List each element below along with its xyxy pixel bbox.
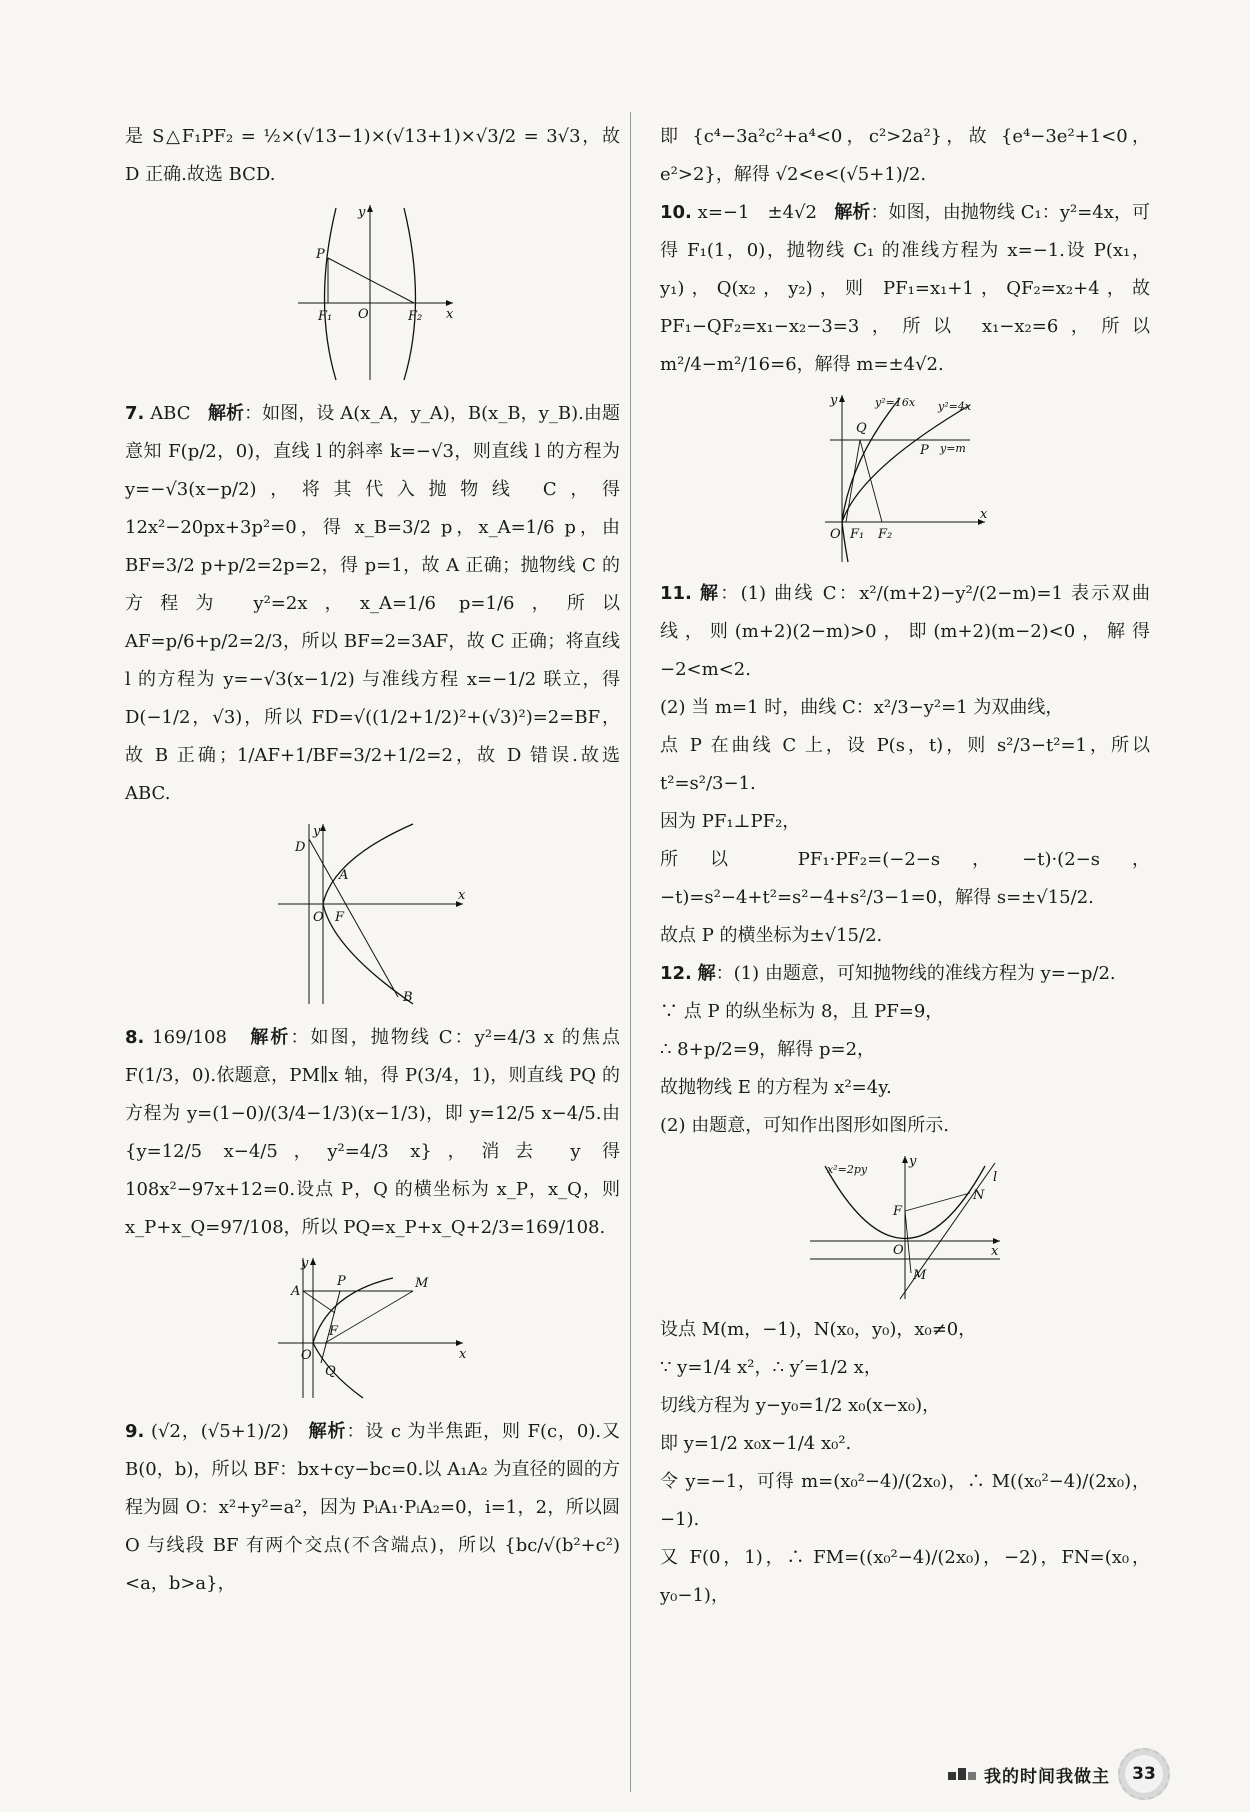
q7-number: 7. [125,403,145,424]
fig4-y-label: y [830,393,838,408]
question-12 [660,955,1150,993]
fig4-f1-label: F₁ [850,527,865,542]
q12-part1: ：(1) 由题意，可知抛物线的准线方程为 y=−p/2. [715,963,1116,984]
fig3-x-label: x [458,1347,466,1362]
q9-continued: 即 {c⁴−3a²c²+a⁴<0，c²>2a²}，故 {e⁴−3e²+1<0，e²>2}，解得 √2<e<(√5+1)/2. [660,126,1150,185]
figure-parabola-q12 [805,1151,1005,1301]
q11-keyword: 解 [699,583,721,604]
q12-keyword: 解 [697,963,716,984]
q10-keyword: 解析 [834,202,871,223]
fig1-x-label: x [445,307,453,322]
q8-text: ：如图，抛物线 C：y²=4/3 x 的焦点 F(1/3，0).依题意，PM∥x 轴，得 P(3/4，1)，则直线 PQ 的方程为 y=(1−0)/(3/4−1/3)(x−1/3)，即 y=12/5 x−4/5.由 {y=12/5 x−4/5，y²=4/3 x}，消去 y 得 108x²−97x+12=0.设点 P，Q 的横坐标为 x_P，x_Q，则 x_P+x_Q=97/108，所以 PQ=x_P+x_Q+2/3=169/108. [125,1027,620,1238]
q11-line2: (2) 当 m=1 时，曲线 C：x²/3−y²=1 为双曲线， [660,697,1064,718]
fig3-o-label: O [300,1348,312,1363]
figure-parabola-q8 [273,1253,473,1403]
fig5-eq-label: x²=2py [827,1163,868,1176]
q7-answer: ABC [150,403,191,424]
q12-line2: ∵ 点 P 的纵坐标为 8，且 PF=9， [660,1001,944,1022]
q7-text: ：如图，设 A(x_A，y_A)，B(x_B，y_B).由题意知 F(p/2，0)，直线 l 的斜率 k=−√3，则直线 l 的方程为 y=−√3(x−p/2)，将其代入抛物线 C，得 12x²−20px+3p²=0，得 x_B=3/2 p，x_A=1/6 p，由 BF=3/2 p+p/2=2p=2，得 p=1，故 A 正确；抛物线 C 的方程为 y²=2x，x_A=1/6 p=1/6，所以 AF=p/6+p/2=2/3，所以 BF=2=3AF，故 C 正确；将直线 l 的方程为 y=−√3(x−1/2) 与准线方程 x=−1/2 联立，得 D(−1/2，√3)，所以 FD=√((1/2+1/2)²+(√3)²)=2=BF，故 B 正确；1/AF+1/BF=3/2+1/2=2，故 D 错误.故选 ABC. [125,403,621,804]
fig2-d-label: D [294,840,305,855]
q9-answer: (√2，(√5+1)/2) [151,1421,289,1442]
q12-line3: ∴ 8+p/2=9，解得 p=2， [660,1039,876,1060]
figure-two-parabolas [820,390,990,565]
fig4-p-label: P [920,443,929,458]
page-footer [948,1748,1170,1800]
q12-line4: 故抛物线 E 的方程为 x²=4y. [660,1077,892,1098]
fig2-y-label: y [312,824,320,839]
fig1-f2-label: F₂ [407,309,422,324]
q11-line4: 因为 PF₁⊥PF₂， [660,811,801,832]
fig4-eq1-label: y²=16x [875,396,916,409]
q11-line6: 故点 P 的横坐标为±√15/2. [660,925,883,946]
right-column [660,118,1150,1615]
q10-text: ：如图，由抛物线 C₁：y²=4x，可得 F₁(1，0)，抛物线 C₁ 的准线方程为 x=−1.设 P(x₁，y₁)，Q(x₂，y₂)，则 PF₁=x₁+1，QF₂=x₂+4，故 PF₁−QF₂=x₁−x₂−3=3，所以 x₁−x₂=6，所以 m²/4−m²/16=6，解得 m=±4√2. [660,202,1150,375]
fig2-f-label: F [334,910,344,925]
fig3-a-label: A [290,1284,300,1299]
fig3-p-label: P [336,1274,346,1289]
fig5-l-label: l [993,1170,998,1185]
intro-paragraph: 是 S△F₁PF₂ = ½×(√13−1)×(√13+1)×√3/2 = 3√3，故 D 正确.故选 BCD. [125,126,620,185]
left-column [125,118,620,1603]
q9-text: ：设 c 为半焦距，则 F(c，0).又 B(0，b)，所以 BF：bx+cy−bc=0.以 A₁A₂ 为直径的圆的方程为圆 O：x²+y²=a²，因为 PᵢA₁·PᵢA₂=0，i=1，2，所以圆 O 与线段 BF 有两个交点(不含端点)，所以 {bc/√(b²+c²)<a，b>a}， [125,1421,621,1594]
q12-number: 12. [660,963,692,984]
fig3-y-label: y [300,1256,308,1271]
fig5-y-label: y [909,1154,917,1169]
q12-line10: 令 y=−1，可得 m=(x₀²−4)/(2x₀)，∴ M((x₀²−4)/(2x₀)，−1). [660,1471,1150,1530]
figure-hyperbola [288,200,458,385]
q9-number: 9. [125,1421,145,1442]
q10-number: 10. [660,202,692,223]
fig5-m-label: M [913,1268,927,1283]
fig3-f-label: F [328,1324,338,1339]
fig1-p-label: P [315,247,325,262]
q8-answer: 169/108 [152,1027,227,1048]
figure-parabola-q7 [273,819,473,1009]
q7-keyword: 解析 [207,403,245,424]
q11-part1: ：(1) 曲线 C：x²/(m+2)−y²/(2−m)=1 表示双曲线，则(m+2)(2−m)>0，即(m+2)(m−2)<0，解得−2<m<2. [660,583,1150,680]
fig2-o-label: O [312,910,324,925]
decor-blocks-icon [948,1768,976,1780]
question-10 [660,194,1150,384]
q11-line5: 所以 PF₁·PF₂=(−2−s，−t)·(2−s，−t)=s²−4+t²=s²−4+s²/3−1=0，解得 s=±√15/2. [660,849,1150,908]
q12-line9: 即 y=1/2 x₀x−1/4 x₀². [660,1433,852,1454]
fig4-f2-label: F₂ [878,527,893,542]
fig2-x-label: x [457,888,465,903]
q8-keyword: 解析 [250,1027,291,1048]
page-number: 33 [1118,1748,1170,1800]
q12-line7: ∵ y=1/4 x²，∴ y′=1/2 x， [660,1357,882,1378]
fig4-o-label: O [830,527,841,542]
fig4-x-label: x [980,507,988,522]
footer-slogan: 我的时间我做主 [984,1766,1110,1787]
fig3-q-label: Q [324,1364,336,1379]
q10-answer: x=−1 ±4√2 [697,202,818,223]
fig2-a-label: A [338,868,348,883]
fig1-o-label: O [357,307,369,322]
q12-line5: (2) 由题意，可知作出图形如图所示. [660,1115,949,1136]
column-divider [630,112,631,1792]
q12-line11: 又 F(0，1)，∴ FM=((x₀²−4)/(2x₀)，−2)，FN=(x₀，y₀−1)， [660,1547,1150,1606]
question-9 [125,1413,620,1603]
fig5-x-label: x [991,1244,999,1259]
q9-keyword: 解析 [308,1421,347,1442]
q11-number: 11. [660,583,692,604]
fig5-o-label: O [893,1243,904,1258]
q11-line3: 点 P 在曲线 C 上，设 P(s，t)，则 s²/3−t²=1，所以 t²=s²/3−1. [660,735,1150,794]
fig2-b-label: B [402,990,413,1005]
question-8 [125,1019,620,1247]
fig5-n-label: N [973,1188,985,1203]
q12-line6: 设点 M(m，−1)，N(x₀，y₀)，x₀≠0， [660,1319,977,1340]
fig4-q-label: Q [856,421,867,436]
question-7 [125,395,620,813]
question-11 [660,575,1150,689]
fig3-m-label: M [414,1276,428,1291]
fig1-y-label: y [357,205,365,220]
fig4-ym-label: y=m [940,442,966,455]
q12-line8: 切线方程为 y−y₀=1/2 x₀(x−x₀)， [660,1395,941,1416]
fig5-f-label: F [893,1204,903,1219]
fig4-eq2-label: y²=4x [938,400,972,413]
fig1-f1-label: F₁ [317,309,332,324]
q8-number: 8. [125,1027,145,1048]
